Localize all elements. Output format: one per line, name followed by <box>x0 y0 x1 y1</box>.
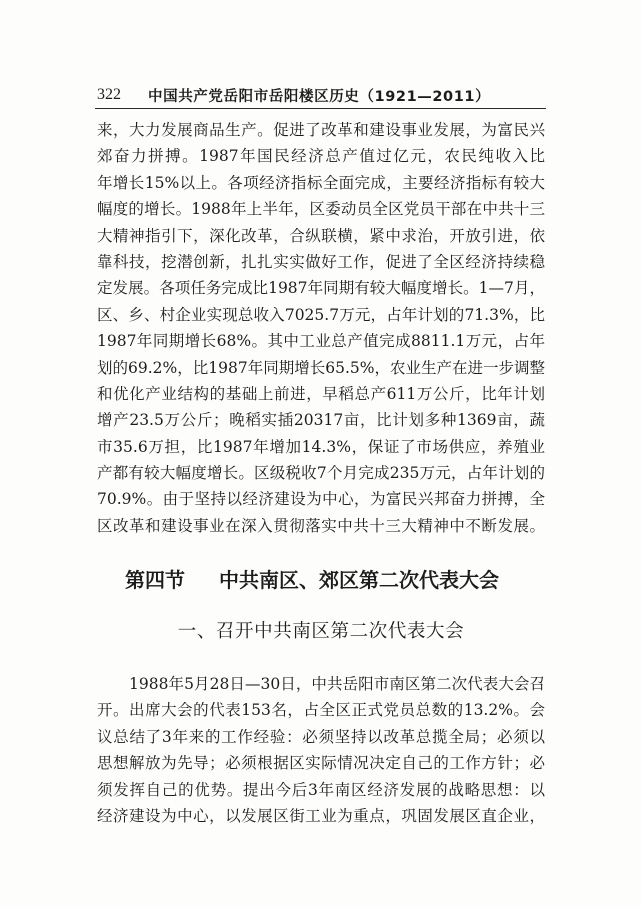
text-line: 年增长15%以上。各项经济指标全面完成，主要经济指标有较大 <box>97 173 545 192</box>
section-heading <box>125 565 499 595</box>
text-line: 市35.6万担，比1987年增加14.3%，保证了市场供应，养殖业 <box>97 437 545 456</box>
text-line: 思想解放为先导；必须根据区实际情况决定自己的工作方针；必 <box>97 754 545 773</box>
header-rule <box>95 108 546 109</box>
text-line: 和优化产业结构的基础上前进，早稻总产611万公斤，比年计划 <box>97 384 545 403</box>
paragraph-1 <box>97 117 545 539</box>
text-line: 来，大力发展商品生产。促进了改革和建设事业发展，为富民兴 <box>97 121 545 139</box>
text-line: 开。出席大会的代表153名，占全区正式党员总数的13.2%。会 <box>97 701 545 720</box>
text-line: 区、乡、村企业实现总收入7025.7万元，占年计划的71.3%，比 <box>97 305 545 324</box>
text-line: 增产23.5万公斤；晚稻实插20317亩，比计划多种1369亩，蔬 <box>97 411 545 430</box>
text-line: 产都有较大幅度增长。区级税收7个月完成235万元，占年计划的 <box>97 464 545 483</box>
running-header <box>97 84 545 106</box>
text-line: 幅度的增长。1988年上半年，区委动员全区党员干部在中共十三 <box>97 200 545 219</box>
text-line: 议总结了3年来的工作经验：必须坚持以改革总揽全局；必须以 <box>97 727 545 746</box>
book-title: 中国共产党岳阳市岳阳楼区历史（1921—2011） <box>148 88 491 105</box>
text-line: 70.9%。由于坚持以经济建设为中心，为富民兴邦奋力拼搏，全 <box>97 490 545 509</box>
section-title: 中共南区、郊区第二次代表大会 <box>219 568 499 592</box>
text-line: 区改革和建设事业在深入贯彻落实中共十三大精神中不断发展。 <box>97 516 545 535</box>
page-number: 322 <box>97 86 121 103</box>
text-line: 1987年同期增长68%。其中工业总产值完成8811.1万元，占年 <box>97 332 545 351</box>
text-line: 大精神指引下，深化改革，合纵联横，紧中求治，开放引进，依 <box>97 226 545 245</box>
text-line: 定发展。各项任务完成比1987年同期有较大幅度增长。1—7月， <box>97 279 545 298</box>
text-line: 郊奋力拼搏。1987年国民经济总产值过亿元，农民纯收入比 <box>97 147 545 166</box>
text-line: 1988年5月28日—30日，中共岳阳市南区第二次代表大会召 <box>129 675 545 693</box>
text-line: 划的69.2%，比1987年同期增长65.5%，农业生产在进一步调整 <box>97 358 545 377</box>
text-line: 须发挥自己的优势。提出今后3年南区经济发展的战略思想：以 <box>97 780 545 799</box>
section-number: 第四节 <box>125 568 185 592</box>
text-line: 经济建设为中心，以发展区街工业为重点，巩固发展区直企业， <box>97 806 545 825</box>
subsection-heading: 一、召开中共南区第二次代表大会 <box>177 621 465 642</box>
paragraph-2 <box>97 671 545 829</box>
text-line: 靠科技，挖潜创新，扎扎实实做好工作，促进了全区经济持续稳 <box>97 252 545 271</box>
